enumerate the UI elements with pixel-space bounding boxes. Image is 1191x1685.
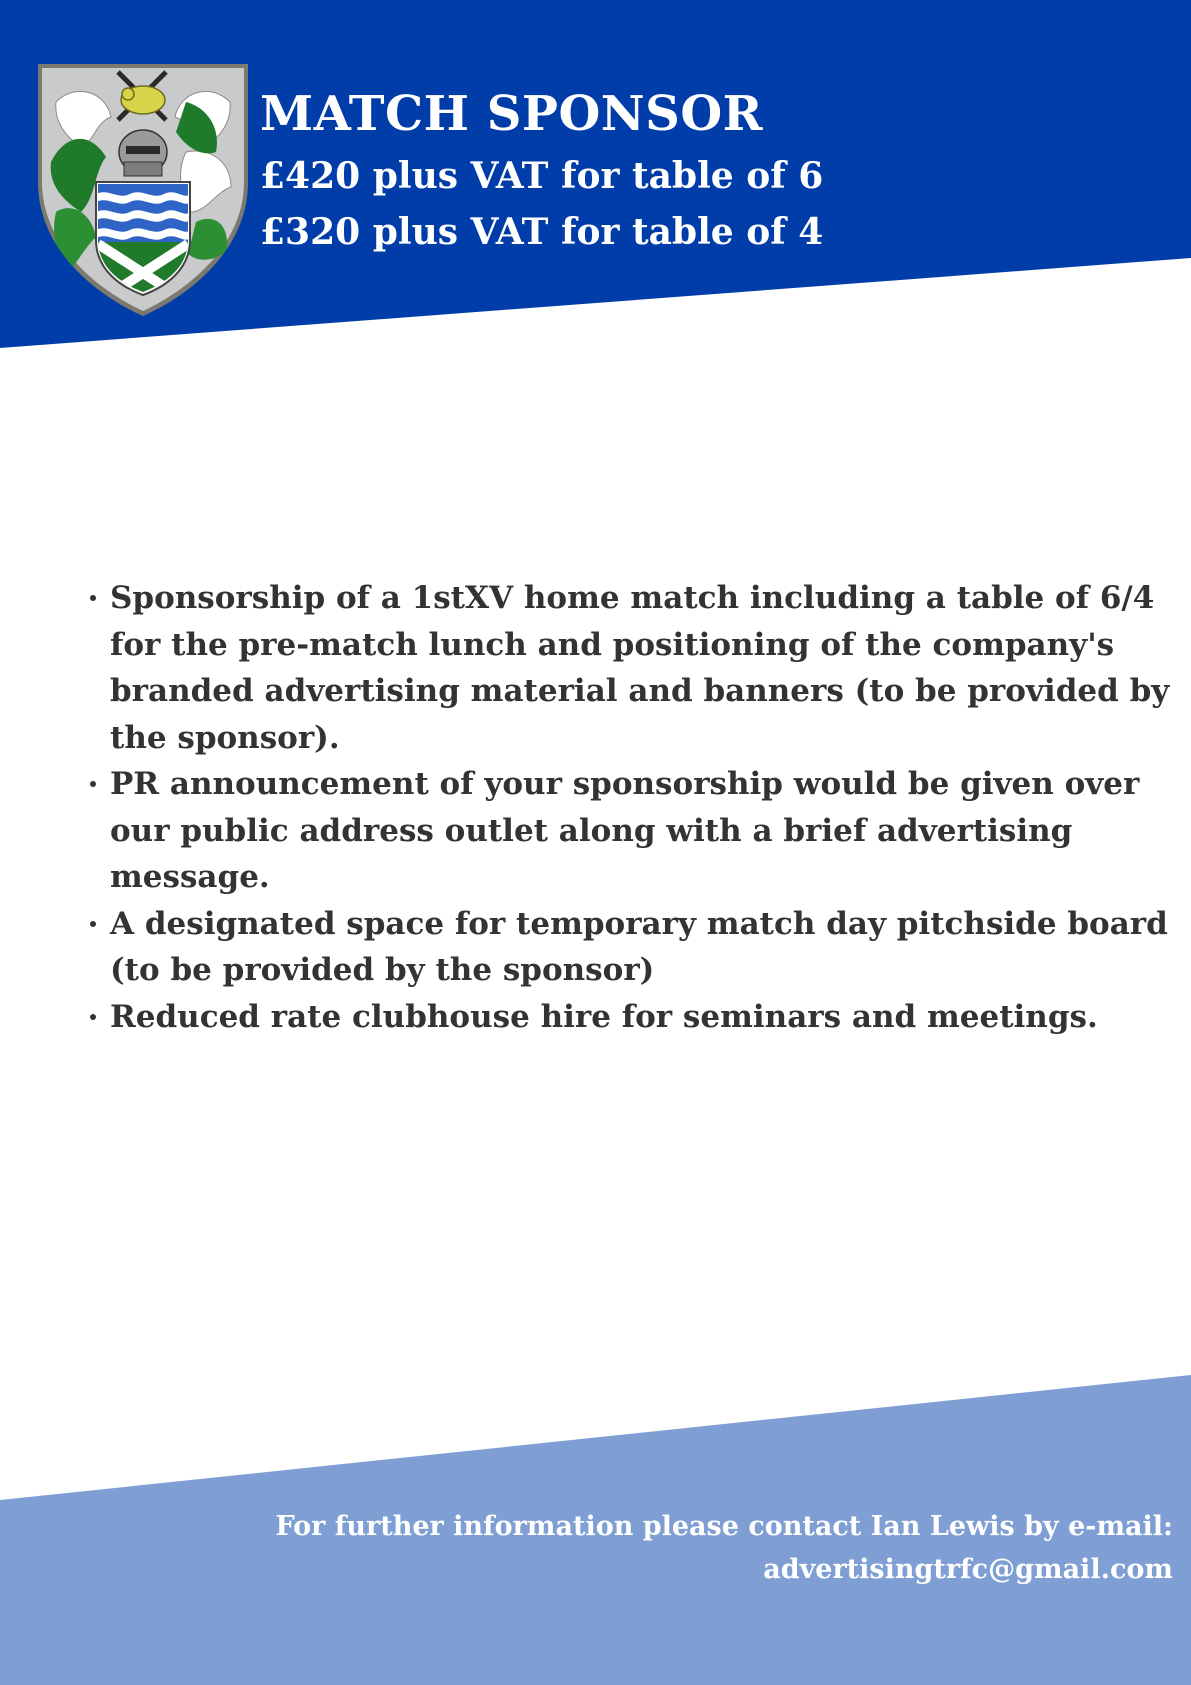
benefit-item-match-sponsorship: Sponsorship of a 1stXV home match including a table of 6/4 for the pre-match lunch and positioning of the company's branded advertising material and banners (to be provided by the sponsor). xyxy=(110,575,1170,761)
benefit-item-pr-announcement: PR announcement of your sponsorship would be given over our public address outlet along with a brief advertising message. xyxy=(110,761,1170,901)
page-title: MATCH SPONSOR xyxy=(260,86,764,142)
benefit-item-clubhouse-hire: Reduced rate clubhouse hire for seminars and meetings. xyxy=(110,994,1170,1041)
benefits-list xyxy=(80,575,1170,1040)
contact-info xyxy=(275,1505,1173,1591)
header-text xyxy=(260,80,823,260)
contact-email-link[interactable]: advertisingtrfc@gmail.com xyxy=(763,1554,1173,1585)
contact-text: For further information please contact Ian Lewis by e-mail: xyxy=(275,1511,1173,1542)
club-crest-icon xyxy=(36,62,250,318)
price-line-table-of-4: £320 plus VAT for table of 4 xyxy=(260,211,824,253)
benefit-item-pitchside-board: A designated space for temporary match day pitchside board (to be provided by the sponsor) xyxy=(110,901,1170,994)
price-line-table-of-6: £420 plus VAT for table of 6 xyxy=(260,155,824,197)
